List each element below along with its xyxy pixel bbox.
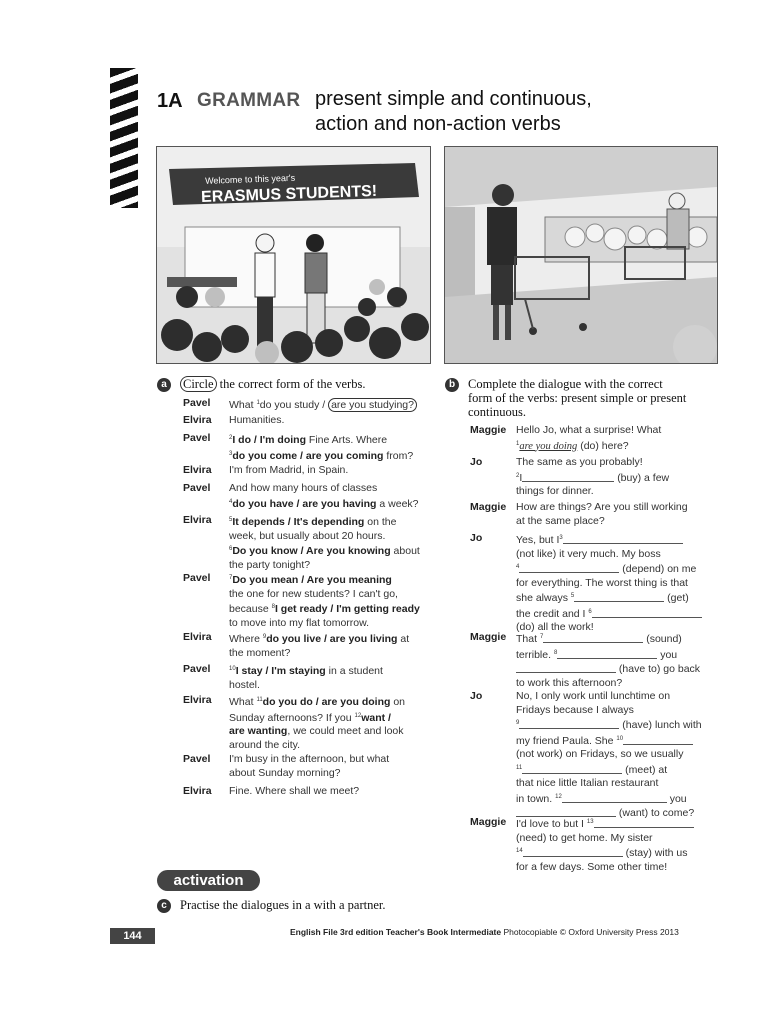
example-answer: are you doing [519, 440, 578, 452]
classroom-illustration [156, 146, 431, 364]
answer-blank[interactable] [574, 591, 664, 602]
section-c-icon: c [157, 899, 171, 913]
banner-main-text: ERASMUS STUDENTS! [200, 182, 378, 206]
footer-copyright: Photocopiable © Oxford University Press 2013 [501, 927, 679, 937]
section-a-instruction [180, 377, 365, 391]
dialogue-b: Maggie Hello Jo, what a surprise! What $^1$are you doing (do) here? Jo The same as you probably! $^2$I (buy) a few things for dinner. Maggie How are things? Are you still working at the same place? Jo Yes, but $I^3$ (not like) it very much. My boss $^4$ (depend) on me for everything. The worst thing is that she always $^5$ (get) the credit and I $^6$ (do) all the work! Maggie That $^7$ (sound) terrible. $^8$ you (have to) go back to work this afternoon? Jo No, I only work until lunchtime on Fridays because I always $^9$ (have) lunch with my friend Paula. She $^{10}$ (not work) on Fridays, so we usually $^{11}$ (meet) at that nice little Italian restaurant in town. $^{12}$ you (want) to come? Maggie I'd love to but I $^{13}$ (need) to get home. My sister $^{14}$ (stay) with us for a few days. Some other time! [470, 424, 702, 873]
banner-top-text: Welcome to this year's [204, 172, 296, 186]
title-line-1: present simple and continuous, [315, 88, 592, 110]
answer-blank[interactable] [543, 632, 643, 643]
decorative-stripe [110, 68, 138, 208]
answer-blank[interactable] [557, 648, 657, 659]
answer-blank[interactable] [519, 718, 619, 729]
footer-book-title: English File 3rd edition Teacher's Book Intermediate [290, 927, 502, 937]
section-a-instruction-text: the correct form of the verbs. [216, 377, 366, 391]
page-title [315, 87, 592, 137]
answer-blank[interactable] [522, 471, 614, 482]
title-line-2: action and non-action verbs [315, 113, 561, 135]
answer-blank[interactable] [522, 763, 622, 774]
supermarket-illustration [444, 146, 718, 364]
answer-blank[interactable] [562, 792, 667, 803]
supermarket-drawing [445, 147, 717, 363]
section-a-icon: a [157, 378, 171, 392]
circle-word: Circle [180, 376, 217, 392]
section-b-instruction: Complete the dialogue with the correct form of the verbs: present simple or present continuous. [468, 377, 687, 419]
answer-blank[interactable] [594, 817, 694, 828]
speaker: Pavel [183, 397, 211, 409]
answer-blank[interactable] [592, 607, 702, 618]
answer-blank[interactable] [523, 846, 623, 857]
answer-blank[interactable] [519, 562, 619, 573]
dialogue-a: Pavel What $^1$do you study / are you studying? Elvira Humanities. Pavel $^2$I do / I'm doing Fine Arts. Where $^3$do you come / are you coming from? Elvira I'm from Madrid, in Spain. Pavel And how many hours of classes $^4$do you have / are you having a week? Elvira $^5$It depends / It's depending on the week, but usually about 20 hours. $^6$Do you know / Are you knowing about the party tonight? Pavel $^7$Do you mean / Are you meaning the one for new students? I can't go, because $^8$I get ready / I'm getting ready to move into my flat tomorrow. Elvira Where $^9$do you live / are you living at the moment? Pavel $^{10}$I stay / I'm staying in a student hostel. Elvira What $^{11}$do you do / are you doing on Sunday afternoons? If you $^{12}$want / are wanting, we could meet and look around the city. Pavel I'm busy in the afternoon, but what about Sunday morning? Elvira Fine. Where shall we meet? [183, 397, 420, 797]
lesson-number: 1A [157, 90, 183, 112]
circled-answer: are you studying? [328, 398, 417, 412]
footer-text [290, 927, 679, 937]
answer-blank[interactable] [563, 533, 683, 544]
page-number: 144 [110, 928, 155, 944]
activation-heading: activation [157, 870, 260, 891]
section-b-icon: b [445, 378, 459, 392]
answer-blank[interactable] [516, 662, 616, 673]
activation-instruction: Practise the dialogues in a with a partner. [180, 898, 386, 912]
grammar-label: GRAMMAR [197, 90, 301, 111]
answer-blank[interactable] [623, 734, 693, 745]
classroom-drawing [157, 147, 430, 363]
